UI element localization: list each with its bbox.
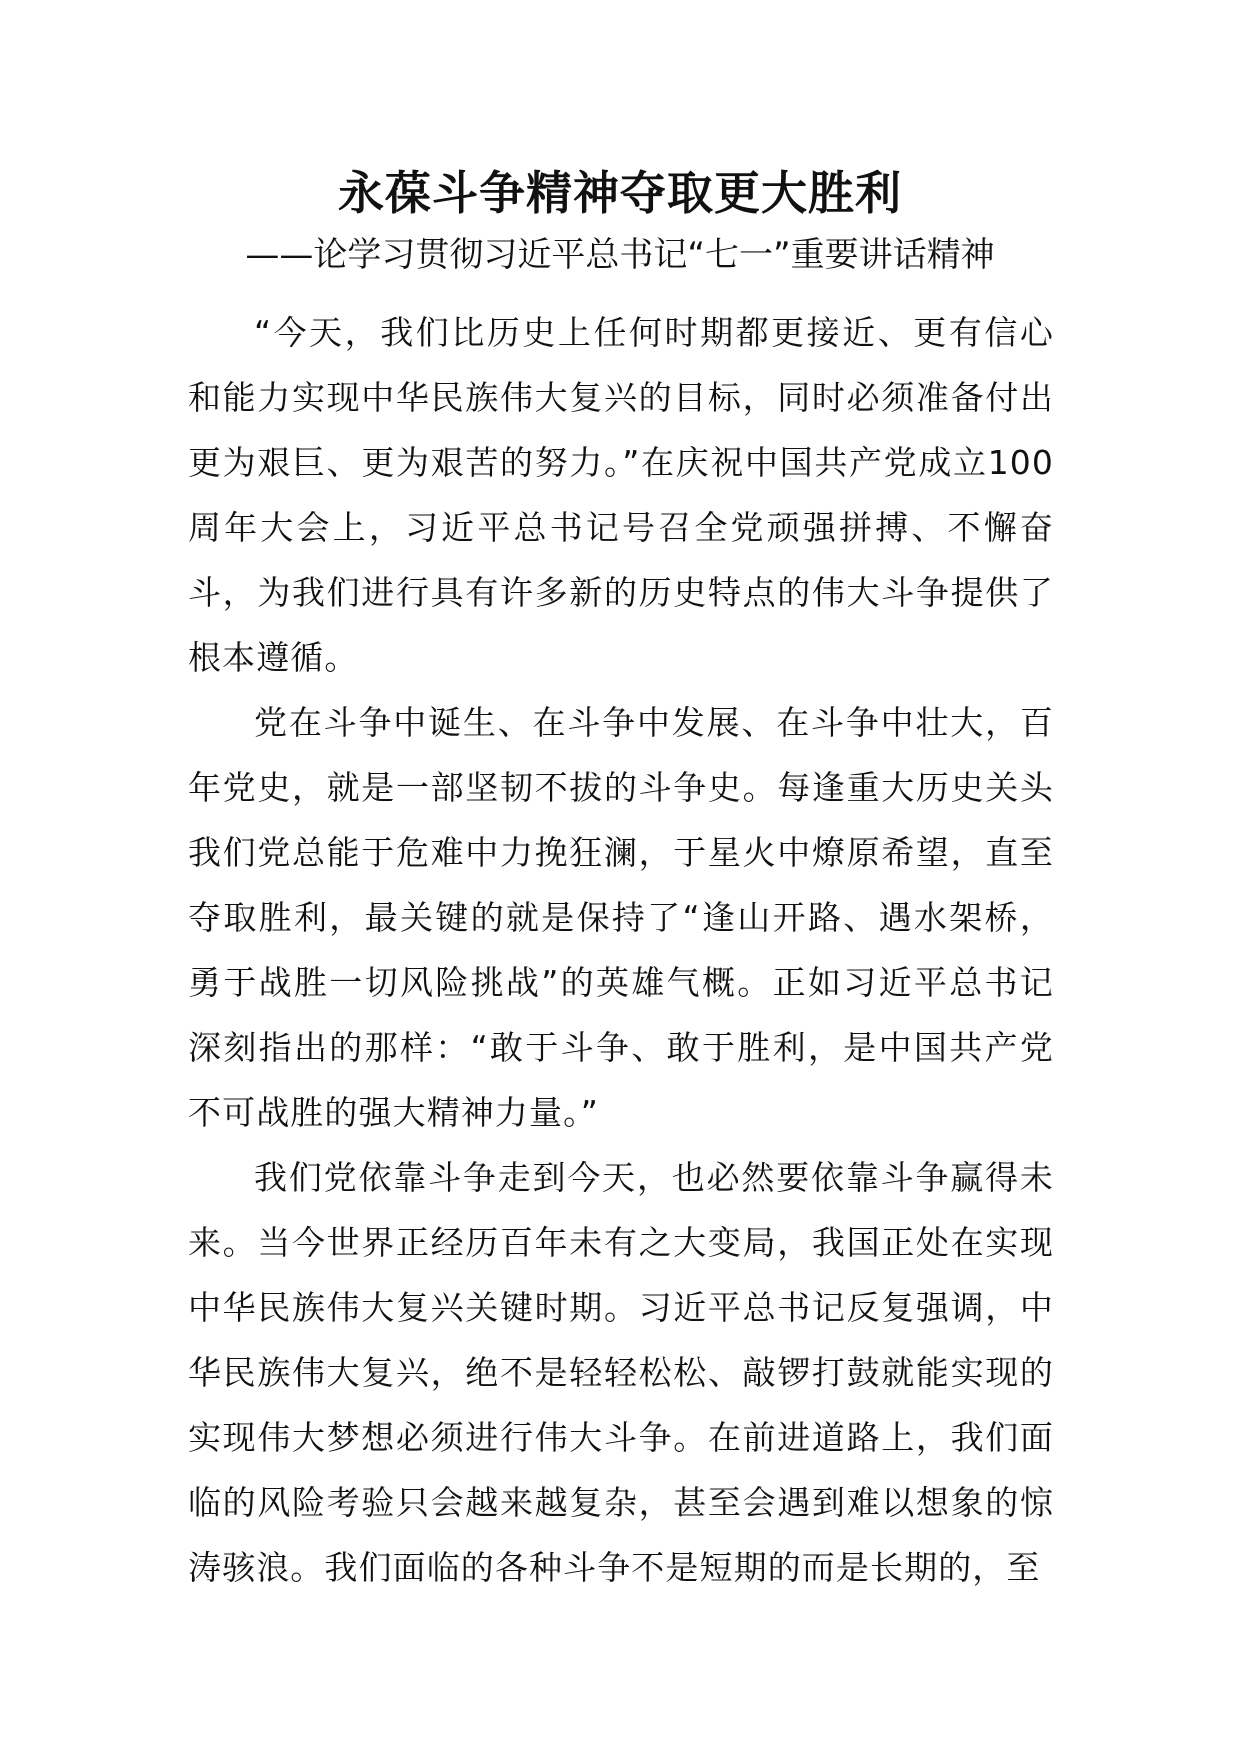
- paragraph-2: 党在斗争中诞生、在斗争中发展、在斗争中壮大，百年党史，就是一部坚韧不拔的斗争史。每逢重大历史关头我们党总能于危难中力挽狂澜，于星火中燎原希望，直至夺取胜利，最关键的就是保持了“逢山开路、遇水架桥，勇于战胜一切风险挑战”的英雄气概。正如习近平总书记深刻指出的那样：“敢于斗争、敢于胜利，是中国共产党不可战胜的强大精神力量。”: [188, 703, 1054, 1132]
- paragraph-3: 我们党依靠斗争走到今天，也必然要依靠斗争赢得未来。当今世界正经历百年未有之大变局，我国正处在实现中华民族伟大复兴关键时期。习近平总书记反复强调，中华民族伟大复兴，绝不是轻轻松松、敲锣打鼓就能实现的实现伟大梦想必须进行伟大斗争。在前进道路上，我们面临的风险考验只会越来越复杂，甚至会遇到难以想象的惊涛骇浪。我们面临的各种斗争不是短期的而是长期的，至: [188, 1158, 1054, 1587]
- document-title: 永葆斗争精神夺取更大胜利: [338, 166, 902, 220]
- paragraph-1: “今天，我们比历史上任何时期都更接近、更有信心和能力实现中华民族伟大复兴的目标，同时必须准备付出更为艰巨、更为艰苦的努力。”在庆祝中国共产党成立100周年大会上，习近平总书记号召全党顽强拼搏、不懈奋斗，为我们进行具有许多新的历史特点的伟大斗争提供了根本遵循。: [188, 313, 1054, 677]
- document-body: [188, 300, 1054, 1600]
- document-subtitle: ——论学习贯彻习近平总书记“七一”重要讲话精神: [245, 235, 995, 275]
